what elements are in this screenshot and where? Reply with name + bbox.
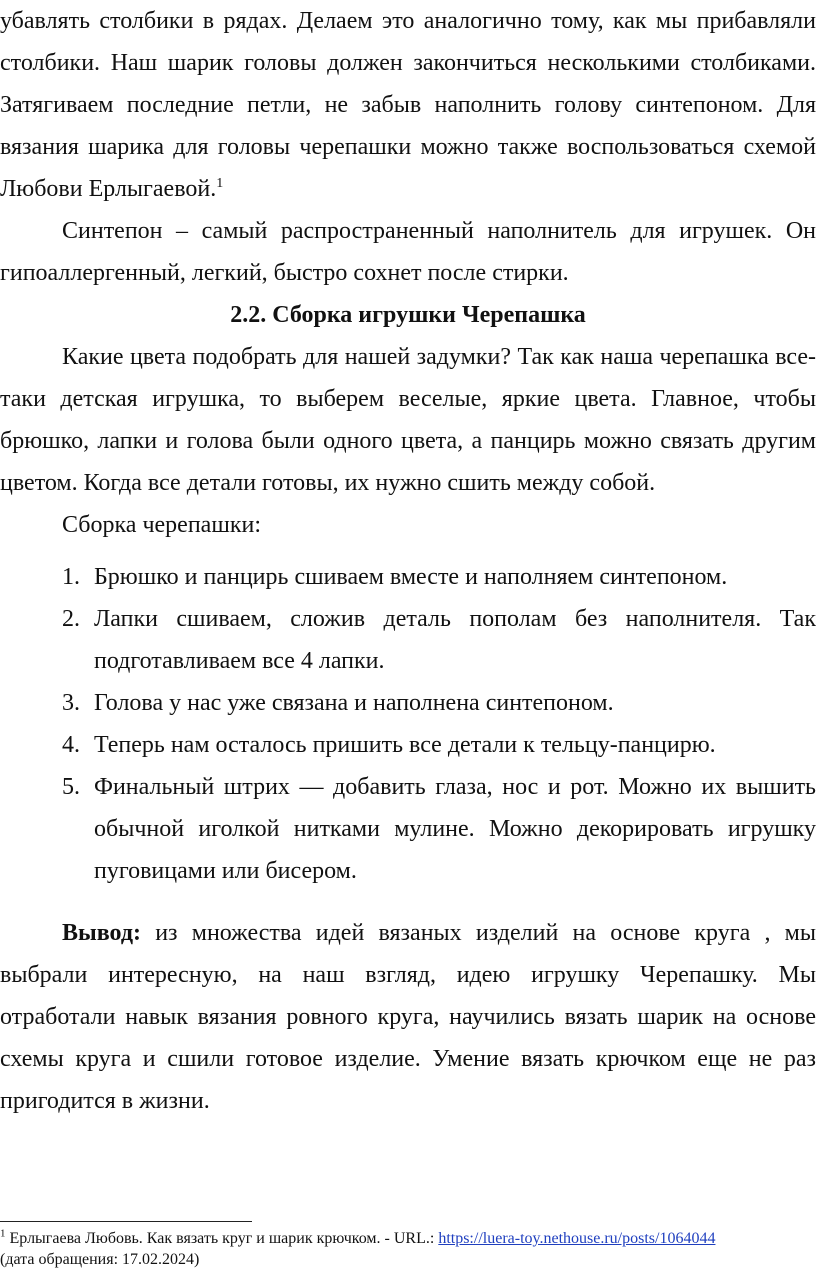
spacer (0, 892, 816, 912)
list-item-text: Теперь нам осталось пришить все детали к тельцу-панцирю. (94, 732, 716, 758)
assembly-label: Сборка черепашки: (62, 512, 261, 538)
list-item-number: 4. (62, 732, 80, 758)
footnote-reference[interactable]: 1 (216, 176, 224, 191)
list-item-number: 1. (62, 564, 80, 590)
continuation-paragraph (0, 0, 816, 210)
list-item (0, 598, 816, 682)
list-item-text: Голова у нас уже связана и наполнена синтепоном. (94, 690, 614, 716)
footnote-mark: 1 (0, 1227, 6, 1240)
section-heading: 2.2. Сборка игрушки Черепашка (230, 302, 586, 328)
conclusion-paragraph (0, 912, 816, 1122)
colors-paragraph: Какие цвета подобрать для нашей задумки? Так как наша черепашка все-таки детская игрушка, то выберем веселые, яркие цвета. Главное, чтобы брюшко, лапки и голова были одного цвета, а панцирь можно связать другим цветом. Когда все детали готовы, их нужно сшить между собой. (0, 344, 816, 496)
list-item-text: Брюшко и панцирь сшиваем вместе и наполняем синтепоном. (94, 564, 728, 590)
footnote-link[interactable]: https://luera-toy.nethouse.ru/posts/1064044 (438, 1230, 716, 1247)
list-item-text: Лапки сшиваем, сложив деталь пополам без наполнителя. Так подготавливаем все 4 лапки. (94, 606, 816, 674)
continuation-text: убавлять столбики в рядах. Делаем это аналогично тому, как мы прибавляли столбики. Наш шарик головы должен закончиться несколькими столбиками. Затягиваем последние петли, не забыв наполнить голову синтепоном. Для вязания шарика для головы черепашки можно также воспользоваться схемой Любови Ерлыгаевой. (0, 8, 816, 202)
list-item (0, 682, 816, 724)
list-item (0, 724, 816, 766)
list-item (0, 556, 816, 598)
list-item (0, 766, 816, 892)
footnote-text: Ерлыгаева Любовь. Как вязать круг и шарик крючком. - URL.: (5, 1230, 439, 1247)
footnote-line (0, 1228, 816, 1249)
list-item-text: Финальный штрих — добавить глаза, нос и рот. Можно их вышить обычной иголкой нитками мулине. Можно декорировать игрушку пуговицами или бисером. (94, 774, 816, 884)
footnote (0, 1228, 816, 1270)
assembly-steps-list (0, 556, 816, 892)
list-item-number: 5. (62, 774, 80, 800)
sintepon-paragraph: Синтепон – самый распространенный наполнитель для игрушек. Он гипоаллергенный, легкий, быстро сохнет после стирки. (0, 218, 816, 286)
footnote-access-date: (дата обращения: 17.02.2024) (0, 1251, 200, 1268)
conclusion-text: из множества идей вязаных изделий на основе круга , мы выбрали интересную, на наш взгляд, идею игрушку Черепашку. Мы отработали навык вязания ровного круга, научились вязать шарик на основе схемы круга и сшили готовое изделие. Умение вязать крючком еще не раз пригодится в жизни. (0, 920, 816, 1114)
footnote-divider (0, 1221, 252, 1222)
list-item-number: 2. (62, 606, 80, 632)
list-item-number: 3. (62, 690, 80, 716)
conclusion-label: Вывод: (62, 920, 141, 946)
